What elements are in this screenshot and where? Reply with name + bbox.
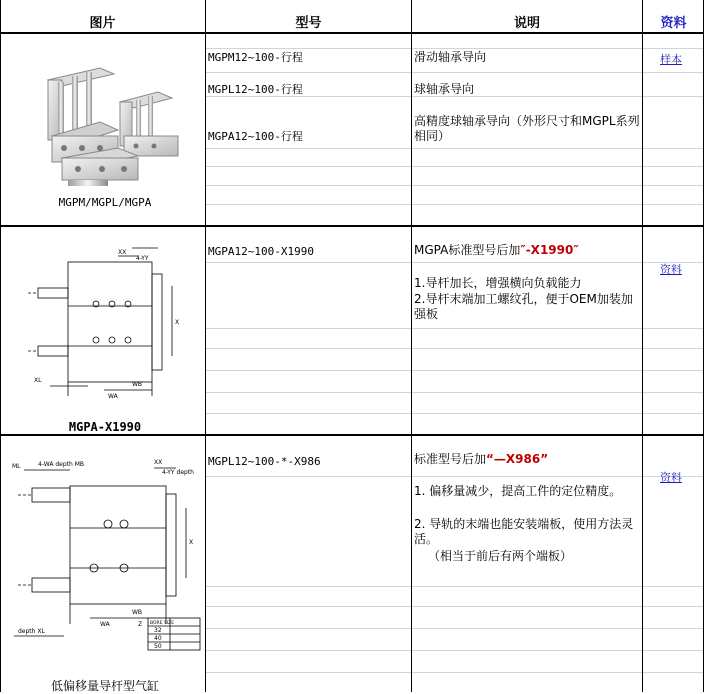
drawing-mgpa-x1990 bbox=[8, 246, 198, 414]
grid-line bbox=[206, 185, 704, 186]
label-bore: BORE SIZE bbox=[150, 621, 175, 626]
row1-desc-ball: 球轴承导向 bbox=[414, 82, 475, 96]
row2-caption: MGPA-X1990 bbox=[68, 420, 142, 434]
label-wa-3: WA bbox=[100, 621, 110, 628]
column-line bbox=[0, 0, 1, 692]
grid-line bbox=[206, 392, 704, 393]
label-ml: ML bbox=[12, 463, 21, 470]
row2-desc-prefix: MGPA标准型号后加 bbox=[414, 243, 521, 257]
label-xx-3: XX bbox=[154, 459, 163, 466]
header-model: 型号 bbox=[295, 16, 322, 31]
bore-40: 40 bbox=[154, 635, 162, 642]
grid-line bbox=[206, 628, 704, 629]
row2-note-2: 2.导杆末端加工螺纹孔，便于OEM加装加强板 bbox=[414, 292, 633, 321]
row2-note-1: 1.导杆加长，增强横向负载能力 bbox=[414, 276, 582, 290]
label-wb: WB bbox=[132, 381, 143, 388]
grid-line bbox=[206, 370, 704, 371]
label-depth-mb: 4-WA depth MB bbox=[38, 461, 85, 468]
row3-model: MGPL12~100-*-X986 bbox=[208, 455, 321, 468]
grid-line bbox=[206, 48, 704, 49]
row2-desc-title bbox=[414, 243, 579, 258]
row-separator bbox=[0, 434, 704, 436]
row3-desc-title bbox=[414, 452, 548, 467]
row3-note-3: （相当于前后有两个端板） bbox=[428, 549, 573, 563]
header-image: 图片 bbox=[89, 16, 116, 31]
product-photo-mgp bbox=[38, 62, 188, 190]
row2-desc-code: ″-X1990″ bbox=[520, 243, 579, 257]
row1-desc-slide: 滑动轴承导向 bbox=[414, 50, 487, 64]
row1-caption: MGPM/MGPL/MGPA bbox=[58, 196, 152, 209]
row1-model-mgpa: MGPA12~100-行程 bbox=[208, 130, 303, 143]
grid-line bbox=[206, 166, 704, 167]
header-description: 说明 bbox=[513, 16, 540, 31]
bore-32: 32 bbox=[154, 627, 162, 634]
grid-line bbox=[206, 672, 704, 673]
label-xx: XX bbox=[118, 249, 127, 256]
grid-line bbox=[206, 586, 704, 587]
row1-model-mgpl: MGPL12~100-行程 bbox=[208, 83, 303, 96]
label-wb-3: WB bbox=[132, 609, 143, 616]
grid-line bbox=[206, 413, 704, 414]
grid-line bbox=[206, 148, 704, 149]
label-x: X bbox=[175, 319, 180, 326]
row-separator bbox=[0, 225, 704, 227]
bore-50: 50 bbox=[154, 643, 162, 650]
row1-desc-precision: 高精度球轴承导向（外形尺寸和MGPL系列相同） bbox=[414, 114, 640, 143]
grid-line bbox=[206, 348, 704, 349]
label-xl: XL bbox=[34, 377, 42, 384]
table-header bbox=[0, 0, 704, 34]
row3-note-1: 1. 偏移量减少，提高工件的定位精度。 bbox=[414, 484, 622, 498]
grid-line bbox=[206, 606, 704, 607]
grid-line bbox=[206, 204, 704, 205]
label-x-3: X bbox=[189, 539, 194, 546]
row1-model-mgpm: MGPM12~100-行程 bbox=[208, 51, 303, 64]
row3-desc-prefix: 标准型号后加 bbox=[414, 452, 487, 466]
column-line bbox=[205, 0, 206, 692]
row3-desc-code: “—X986” bbox=[486, 452, 549, 466]
grid-line bbox=[206, 328, 704, 329]
column-line bbox=[642, 0, 643, 692]
grid-line bbox=[206, 476, 704, 477]
row2-model: MGPA12~100-X1990 bbox=[208, 245, 314, 258]
label-wa: WA bbox=[108, 393, 118, 400]
grid-line bbox=[206, 650, 704, 651]
column-line bbox=[411, 0, 412, 692]
drawing-mgpl-x986 bbox=[4, 458, 204, 658]
grid-line bbox=[206, 262, 704, 263]
label-depth-xl: depth XL bbox=[18, 628, 45, 635]
row2-doc-link[interactable]: 资料 bbox=[660, 263, 682, 276]
label-yy-depth: 4-YY depth bbox=[162, 469, 194, 476]
header-docs: 资料 bbox=[660, 16, 687, 31]
label-yy: 4-YY bbox=[136, 255, 149, 262]
row3-caption: 低偏移量导杆型气缸 bbox=[50, 679, 159, 693]
grid-line bbox=[206, 72, 704, 73]
row1-doc-link[interactable]: 样本 bbox=[660, 53, 682, 66]
row3-doc-link[interactable]: 资料 bbox=[660, 471, 682, 484]
row3-note-2: 2. 导轨的末端也能安装端板，使用方法灵活。 bbox=[414, 517, 634, 546]
label-z: Z bbox=[138, 621, 143, 628]
